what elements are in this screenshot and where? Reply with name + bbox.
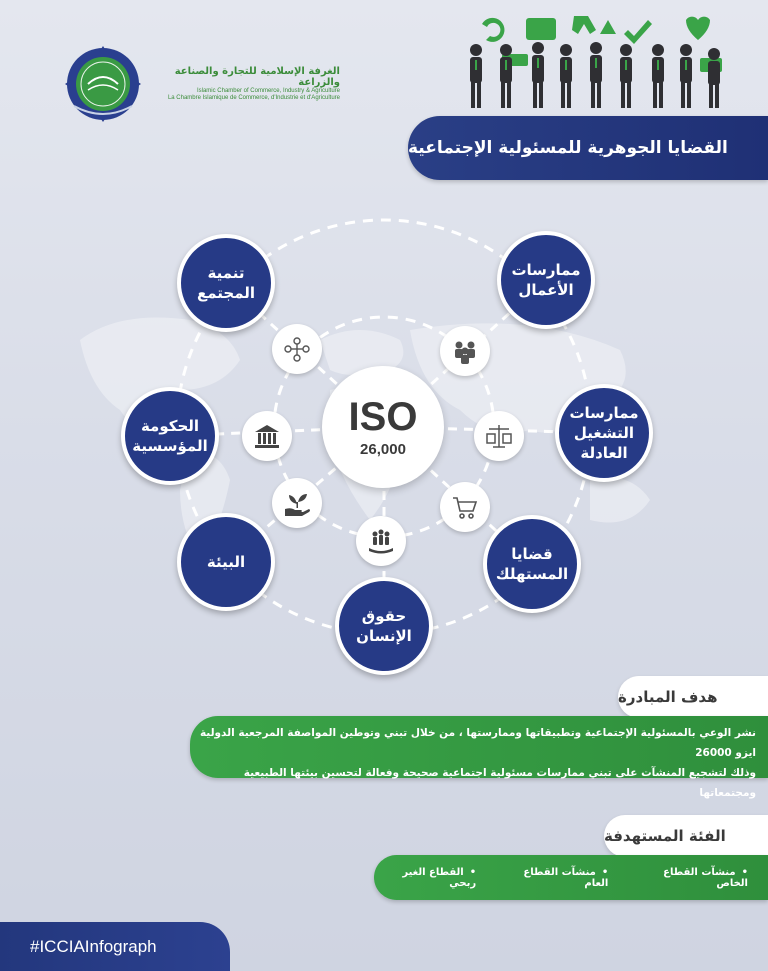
node-human-rights: حقوق الإنسان xyxy=(335,577,433,675)
node-consumer-issues: قضايا المستهلك xyxy=(483,515,581,613)
org-name-english: Islamic Chamber of Commerce, Industry & Agriculture xyxy=(196,88,340,94)
goal-text xyxy=(190,716,768,804)
node-fair-operating-practices: ممارسات التشغيل العادلة xyxy=(555,384,653,482)
bank-icon xyxy=(242,411,292,461)
iso-number: 26,000 xyxy=(360,440,406,458)
human-rights-icon xyxy=(356,516,406,566)
target-bar xyxy=(374,855,768,900)
target-item: • منشآت القطاع الخاص xyxy=(630,867,748,889)
plant-hand-icon xyxy=(272,478,322,528)
org-name-french: La Chambre Islamique de Commerce, d'Industrie et d'Agriculture xyxy=(167,94,340,101)
page-title: القضايا الجوهرية للمسئولية الإجتماعية xyxy=(408,116,768,180)
target-item: • القطاع الغير ربحي xyxy=(374,867,476,889)
target-heading: الفئة المستهدفة xyxy=(604,815,768,857)
goal-bar xyxy=(190,716,768,799)
org-name-arabic: الغرفة الإسلامية للتجارة والصناعة والزراعة xyxy=(174,66,340,88)
goal-line-2: وذلك لتشجيع المنشآت على تبني ممارسات مسئولية اجتماعية صحيحة وفعالة لتحسين بيئتها الطبيعية ومجتمعاتها xyxy=(243,766,756,799)
target-item: • منشآت القطاع العام xyxy=(498,867,608,889)
scale-icon xyxy=(474,411,524,461)
goal-line-1: نشر الوعي بالمسئولية الإجتماعية وتطبيقاتها وممارستها ، من خلال تبني وتوطين المواصفة المرجعية الدولية ايزو 26000 xyxy=(199,727,756,759)
people-network-icon xyxy=(272,324,322,374)
hashtag-footer: #ICCIAInfograph xyxy=(0,922,230,971)
node-environment: البيئة xyxy=(177,513,275,611)
business-team-icon xyxy=(440,326,490,376)
shopping-cart-icon xyxy=(440,482,490,532)
target-list xyxy=(374,855,768,900)
node-community-development: تنمية المجتمع xyxy=(177,234,275,332)
node-business-practices: ممارسات الأعمال xyxy=(497,231,595,329)
iso-title: ISO xyxy=(348,394,418,439)
node-institutional-governance: الحكومة المؤسسية xyxy=(121,387,219,485)
goal-heading: هدف المبادرة xyxy=(618,676,768,718)
iso-center-circle xyxy=(322,366,444,488)
